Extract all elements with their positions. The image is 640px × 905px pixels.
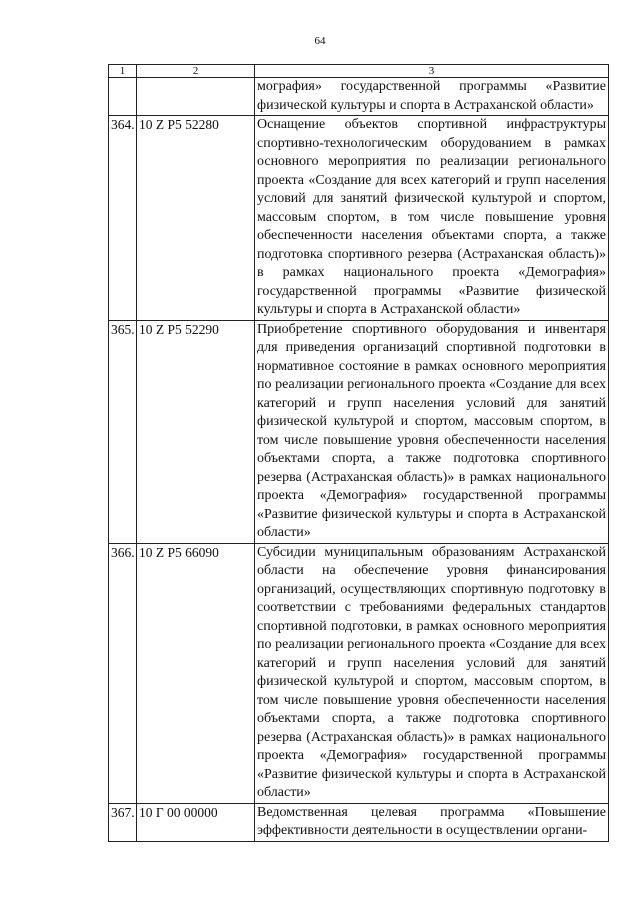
row-description: Оснащение объектов спортивной инфраструктуры спортивно-технологическим оборудованием в рамках основного мероприятия по реализации регионального проекта «Создание для всех категорий и групп населения условий для занятий физической культурой и спортом, массовым спортом, в том числе повышение уровня обеспеченности населения объектами спорта, а также подготовка спортивного резерва (Астраханская область)» в рамках национального проекта «Демография» государственной программы «Развитие физической культуры и спорта в Астраханской области» bbox=[255, 116, 609, 321]
row-number bbox=[109, 78, 137, 116]
column-header-number: 1 bbox=[109, 65, 137, 78]
row-number: 364. bbox=[109, 116, 137, 321]
table-row bbox=[109, 803, 609, 841]
budget-classification-table bbox=[108, 64, 609, 842]
row-code: 10 Z P5 52290 bbox=[137, 320, 255, 543]
column-header-description: 3 bbox=[255, 65, 609, 78]
row-description: Ведомственная целевая программа «Повышение эффективности деятельности в осуществлении органи- bbox=[255, 803, 609, 841]
row-description: мография» государственной программы «Развитие физической культуры и спорта в Астраханской области» bbox=[255, 78, 609, 116]
page-number: 64 bbox=[314, 35, 326, 47]
row-number: 365. bbox=[109, 320, 137, 543]
row-description: Субсидии муниципальным образованиям Астраханской области на обеспечение уровня финансирования организаций, осуществляющих спортивную подготовку в соответствии с требованиями федеральных стандартов спортивной подготовки, в рамках основного мероприятия по реализации регионального проекта «Создание для всех категорий и групп населения условий для занятий физической культурой и спортом, массовым спортом, в том числе повышение уровня обеспеченности населения объектами спорта, а также подготовка спортивного резерва (Астраханская область)» в рамках национального проекта «Демография» государственной программы «Развитие физической культуры и спорта в Астраханской области» bbox=[255, 543, 609, 803]
row-code bbox=[137, 78, 255, 116]
table-row bbox=[109, 320, 609, 543]
row-code: 10 Z P5 66090 bbox=[137, 543, 255, 803]
table-row bbox=[109, 543, 609, 803]
table-header-row bbox=[109, 65, 609, 78]
row-code: 10 Г 00 00000 bbox=[137, 803, 255, 841]
column-header-code: 2 bbox=[137, 65, 255, 78]
table-row bbox=[109, 116, 609, 321]
row-number: 367. bbox=[109, 803, 137, 841]
row-code: 10 Z P5 52280 bbox=[137, 116, 255, 321]
row-number: 366. bbox=[109, 543, 137, 803]
row-description: Приобретение спортивного оборудования и инвентаря для приведения организаций спортивной подготовки в нормативное состояние в рамках основного мероприятия по реализации регионального проекта «Создание для всех категорий и групп населения условий для занятий физической культурой и спортом, массовым спортом, в том числе повышение уровня обеспеченности населения объектами спорта, а также подготовка спортивного резерва (Астраханская область)» в рамках национального проекта «Демография» государственной программы «Развитие физической культуры и спорта в Астраханской области» bbox=[255, 320, 609, 543]
table-row bbox=[109, 78, 609, 116]
